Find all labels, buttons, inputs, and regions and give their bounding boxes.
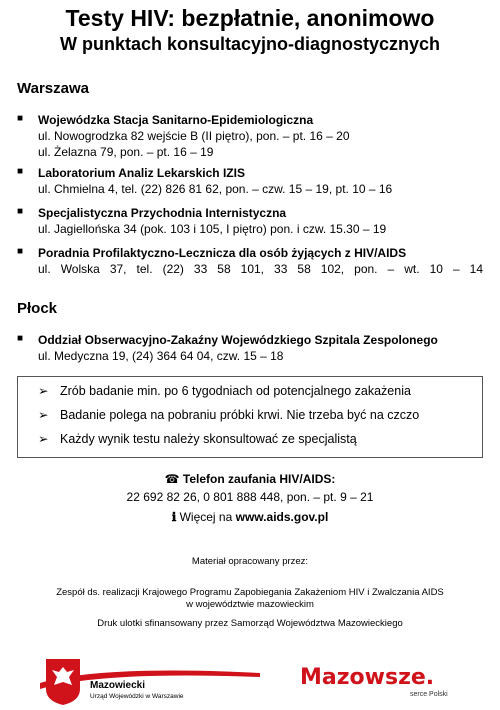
list-item: [17, 332, 487, 364]
arrow-icon: ➢: [38, 432, 49, 446]
info-box: [17, 376, 483, 458]
list-item: [17, 245, 487, 277]
bullet-icon: ■: [17, 113, 24, 124]
phone-line: [0, 470, 500, 488]
item-line: ul. Żelazna 79, pon. – pt. 16 – 19: [38, 145, 214, 159]
arrow-icon: ➢: [38, 384, 49, 398]
list-item: [17, 165, 487, 197]
funding-note: Druk ulotki sfinansowany przez Samorząd Województwa Mazowieckiego: [97, 618, 403, 629]
info-text: Badanie polega na pobraniu próbki krwi. Nie trzeba być na czczo: [60, 408, 420, 422]
item-name: Specjalistyczna Przychodnia Internistyczna: [38, 206, 287, 220]
page-title: Testy HIV: bezpłatnie, anonimowo: [65, 5, 435, 31]
bullet-icon: ■: [17, 246, 24, 257]
mazowiecki-logo: [40, 655, 260, 705]
list-item: [17, 112, 487, 160]
item-name: Oddział Obserwacyjno-Zakaźny Wojewódzkiego Szpitala Zespolonego: [38, 333, 438, 347]
logo-left-sub: Urząd Wojewódzki w Warszawie: [90, 693, 184, 700]
item-line: ul. Chmielna 4, tel. (22) 826 81 62, pon. – czw. 15 – 19, pt. 10 – 16: [38, 182, 393, 196]
website-prefix: Więcej na: [179, 510, 236, 524]
list-item: [17, 205, 487, 237]
team-line-1: Zespół ds. realizacji Krajowego Programu Zapobiegania Zakażeniom HIV i Zwalczania AIDS: [56, 587, 444, 598]
contact-block: [0, 470, 500, 526]
website-link[interactable]: www.aids.gov.pl: [235, 510, 329, 524]
info-icon: ℹ: [171, 510, 177, 524]
city-heading-warszawa: Warszawa: [17, 80, 89, 97]
bullet-icon: ■: [17, 333, 24, 344]
item-line: ul. Wolska 37, tel. (22) 33 58 101, 33 58 102, pon. – wt. 10 – 14: [38, 262, 483, 276]
info-row: [38, 407, 419, 423]
info-text: Każdy wynik testu należy skonsultować ze specjalistą: [60, 432, 357, 446]
bullet-icon: ■: [17, 166, 24, 177]
logo-left-name: Mazowiecki: [90, 680, 146, 691]
city-heading-plock: Płock: [17, 300, 58, 317]
phone-numbers: 22 692 82 26, 0 801 888 448, pon. – pt. 9 – 21: [126, 490, 374, 504]
team-line-2: w województwie mazowieckim: [186, 599, 314, 610]
arrow-icon: ➢: [38, 408, 49, 422]
mazowsze-logo: [300, 665, 475, 705]
phone-label: Telefon zaufania HIV/AIDS:: [182, 472, 336, 486]
phone-icon: ☎: [164, 472, 180, 486]
item-name: Poradnia Profilaktyczno-Lecznicza dla osób żyjących z HIV/AIDS: [38, 246, 407, 260]
info-row: [38, 383, 411, 399]
item-line: ul. Medyczna 19, (24) 364 64 04, czw. 15 – 18: [38, 349, 284, 363]
item-line: ul. Nowogrodzka 82 wejście B (II piętro), pon. – pt. 16 – 20: [38, 129, 350, 143]
bullet-icon: ■: [17, 206, 24, 217]
logo-right-sub: serce Polski: [410, 691, 448, 698]
logo-right-name: Mazowsze.: [300, 665, 435, 690]
website-line: [0, 508, 500, 526]
item-name: Wojewódzka Stacja Sanitarno-Epidemiologiczna: [38, 113, 314, 127]
item-line: ul. Jagiellońska 34 (pok. 103 i 105, I piętro) pon. i czw. 15.30 – 19: [38, 222, 387, 236]
page-subtitle: W punktach konsultacyjno-diagnostycznych: [59, 34, 441, 54]
info-text: Zrób badanie min. po 6 tygodniach od potencjalnego zakażenia: [60, 384, 411, 398]
item-name: Laboratorium Analiz Lekarskich IZIS: [38, 166, 245, 180]
info-row: [38, 431, 357, 447]
prepared-by: Materiał opracowany przez:: [191, 556, 309, 567]
